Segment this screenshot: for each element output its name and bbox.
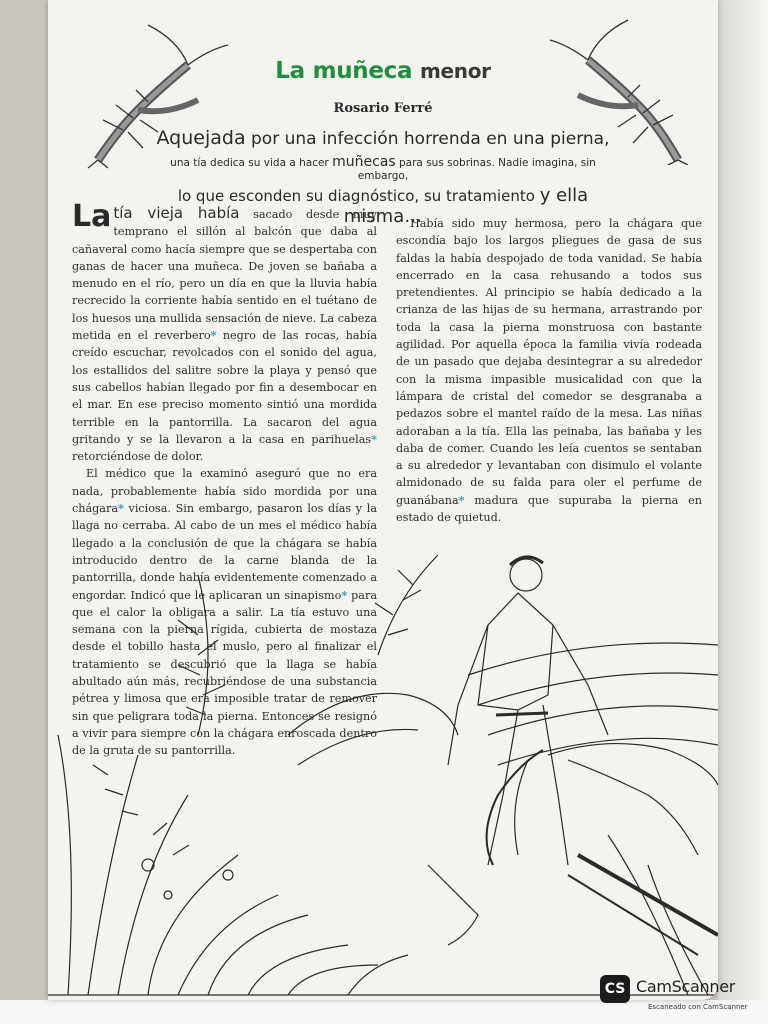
lead-line-3-emphasis: y ella misma… bbox=[343, 185, 589, 227]
paragraph-3 bbox=[396, 215, 702, 526]
page-edge-shadow bbox=[718, 0, 768, 1024]
camscanner-name: CamScanner bbox=[636, 977, 736, 996]
lead-line-2-b: para sus sobrinas. Nadie imagina, sin embargo, bbox=[357, 156, 596, 182]
lead-line-1 bbox=[153, 128, 613, 150]
lead-line-1-start: Aquejada bbox=[156, 127, 246, 149]
lead-line-2 bbox=[153, 154, 613, 182]
title-suffix: menor bbox=[419, 59, 491, 83]
story-illustration bbox=[48, 535, 718, 1000]
lead-line-2-a: una tía dedica su vida a hacer bbox=[170, 156, 333, 169]
author-name: Rosario Ferré bbox=[333, 101, 433, 116]
glossary-marker: * bbox=[210, 328, 217, 343]
paragraph-1-text-a: sacado desde muy temprano el sillón al balcón que daba al cañaveral como hacía siempre que se despertaba con ganas de hacer una muñeca. De joven se bañaba a menudo en el río, pero un día en que la lluvia había recrecido la corriente había sentido en el tuétano de los huesos una mullida sensación de nieve. La cabeza metida en el reverbero bbox=[72, 208, 377, 343]
lead-line-3-a: lo que esconden su diagnóstico, su tratamiento bbox=[177, 187, 540, 205]
drop-cap: La bbox=[72, 199, 112, 234]
lead-line-1-rest: por una infección horrenda en una pierna, bbox=[245, 129, 610, 149]
glossary-marker: * bbox=[118, 501, 124, 516]
title-main: La muñeca bbox=[275, 58, 413, 84]
opening-words: tía vieja había bbox=[113, 204, 240, 222]
paragraph-3-text-b: madura que supuraba la pierna en estado de quietud. bbox=[396, 493, 702, 525]
body-column-right bbox=[396, 215, 702, 526]
document-page bbox=[48, 0, 718, 1000]
glossary-marker: * bbox=[458, 492, 465, 507]
lead-line-2-emphasis: muñecas bbox=[332, 153, 396, 170]
paragraph-2-text-b: viciosa. Sin embargo, pasaron los días y la llaga no cerraba. Al cabo de un mes el médico había llegado a la conclusión de que la chágara se había introducido dentro de la carne blanda de la pantorrilla, donde había evidentemente comenzado a engordar. Indicó que le aplicaran un sinapismo bbox=[72, 502, 377, 602]
camscanner-watermark bbox=[600, 975, 750, 1015]
glossary-marker: * bbox=[341, 587, 348, 602]
paragraph-1-text-b: negro de las rocas, había creído escuchar, revolcados con el sonido del agua, los estallidos del salitre sobre la playa y pensó que sus cabellos habían llegado por fin a desembocar en el mar. En ese preciso momento sintió una mordida terrible en la pantorrilla. La sacaron del agua gritando y se la llevaron a la casa en parihuelas bbox=[72, 329, 377, 446]
camscanner-logo-icon: CS bbox=[600, 975, 630, 1003]
glossary-marker: * bbox=[371, 431, 377, 446]
paragraph-3-text-a: Había sido muy hermosa, pero la chágara que escondía bajo los largos pliegues de gasa de sus faldas la había despojado de toda vanidad. Se había encerrado en la casa rehusando a todos sus pretendientes. Al principio se había dedicado a la crianza de las hijas de su hermana, arrastrando por toda la casa la pierna monstruosa con bastante agilidad. Por aquella época la familia vivía rodeada de un pasado que dejaba desintegrar a su alrededor con la misma impasible musicalidad con que la lámpara de cristal del comedor se desgranaba a pedazos sobre el mantel raído de la mesa. Las niñas adoraban a la tía. Ella las peinaba, las bañaba y les daba de comer. Cuando les leía cuentos se sentaban a su alrededor y levantaban con disimulo el volante almidonado de su falda para oler el perfume de guanábana bbox=[396, 217, 702, 507]
paragraph-1-text-c: retorciéndose de dolor. bbox=[72, 450, 204, 464]
paragraph-2-text-a: El médico que la examinó aseguró que no era nada, probablemente había sido mordida por una chágara bbox=[72, 467, 377, 516]
camscanner-subtitle: Escaneado con CamScanner bbox=[648, 1003, 748, 1011]
paragraph-1 bbox=[72, 199, 377, 465]
paragraph-2-text-c: para que el calor la obligara a salir. La tía estuvo una semana con la pierna rígida, cubierta de mostaza desde el tobillo hasta el muslo, pero al finalizar el tratamiento se descubrió que la llaga se había abultado aún más, recubriéndose de una substancia pétrea y limosa que era imposible tratar de remover sin que peligrara toda la pierna. Entonces se resignó a vivir para siempre con la chágara enroscada dentro de la gruta de su pantorrilla. bbox=[72, 588, 377, 758]
story-title bbox=[48, 58, 718, 84]
